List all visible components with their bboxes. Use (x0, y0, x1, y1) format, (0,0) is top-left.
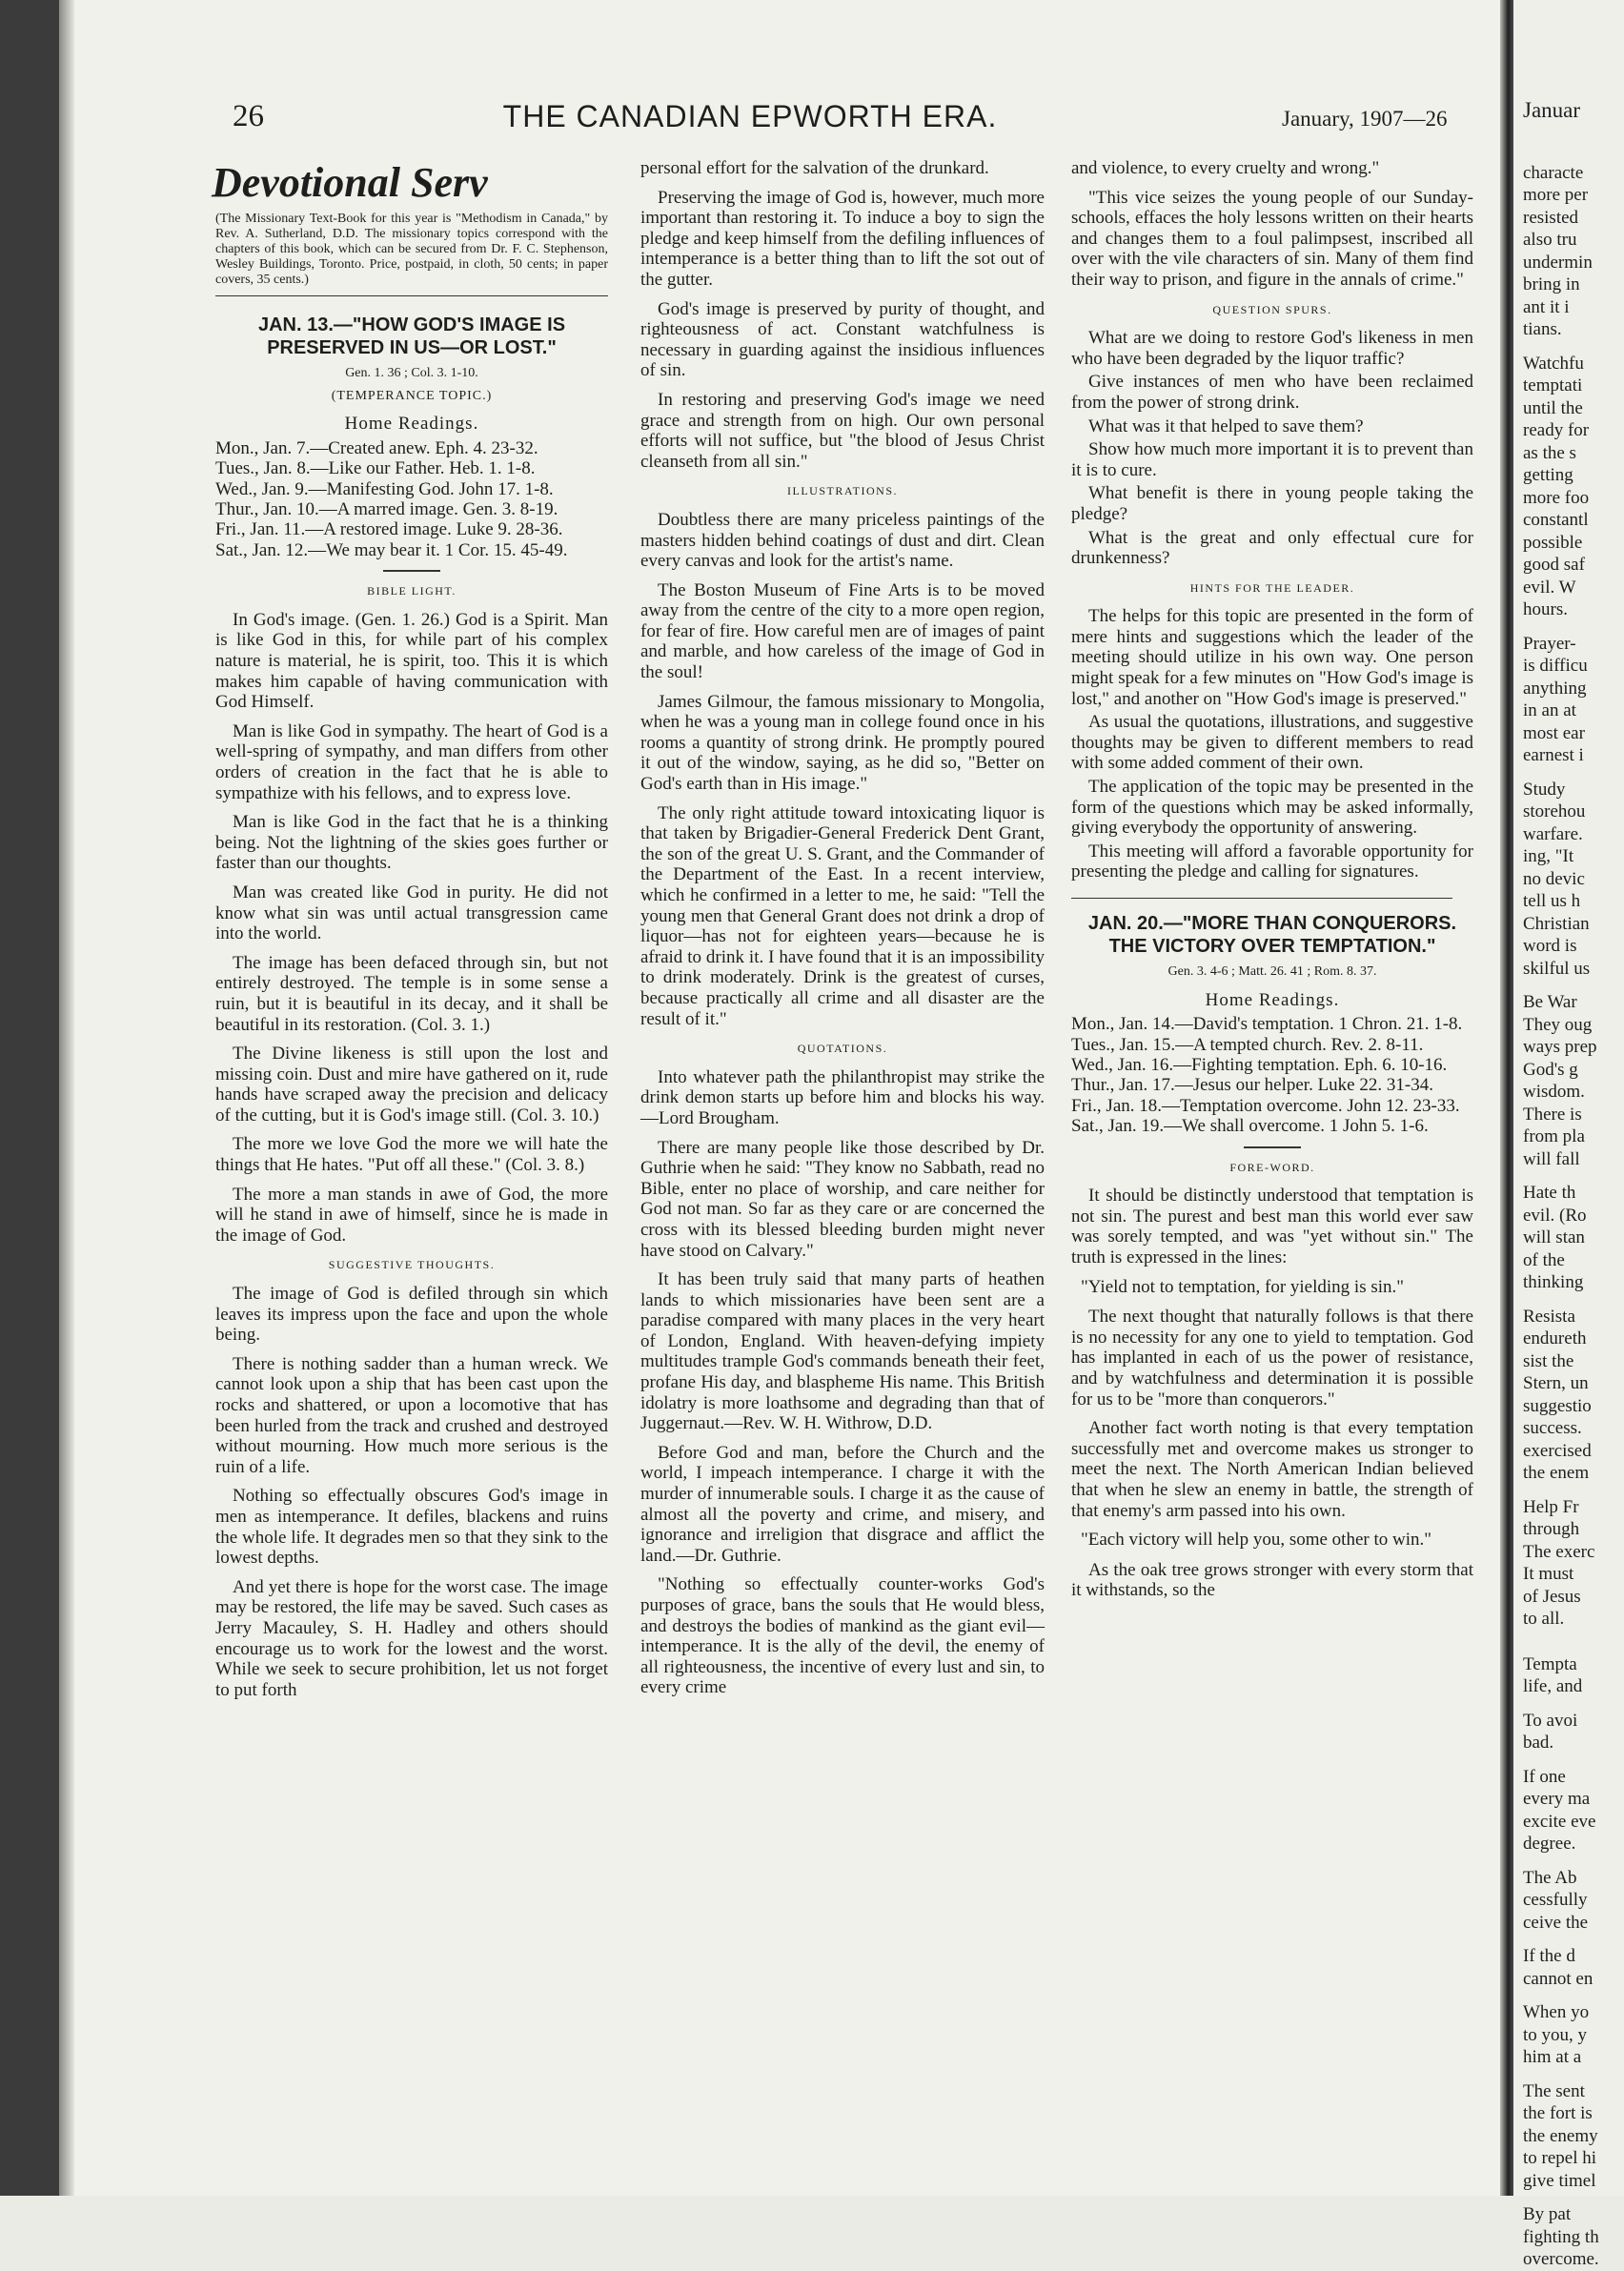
paragraph: The image has been defaced through sin, but not entirely destroyed. The temple is in some sense a ruin, but it is beautiful in its decay, and it shall be beautiful in its restoration. (Col. 3. 1.) (215, 952, 608, 1035)
illustrations-heading: ILLUSTRATIONS. (787, 484, 898, 498)
adjacent-page-line: It must (1523, 1564, 1574, 1584)
foreword-heading: FORE-WORD. (1229, 1160, 1315, 1174)
paragraph: "This vice seizes the young people of our Sunday-schools, effaces the holy lessons written on their hearts and changes them to a foul palimpsest, inscribed all over with the vile characters of sin. Many of them find their way to prison, and figure in the annals of crime." (1071, 187, 1473, 290)
adjacent-page-line: is difficu (1523, 656, 1588, 676)
question-item: Give instances of men who have been reclaimed from the power of strong drink. (1071, 372, 1473, 413)
adjacent-page-line: Help Fr (1523, 1496, 1579, 1517)
adjacent-page-line: temptati (1523, 375, 1583, 395)
adjacent-page-line: The exerc (1523, 1541, 1595, 1562)
adjacent-page-line: in an at (1523, 700, 1576, 720)
adjacent-page-line (1523, 1642, 1599, 1653)
reading-item: Sat., Jan. 19.—We shall overcome. 1 John 5. 1-6. (1071, 1116, 1429, 1137)
adjacent-page-line (1523, 341, 1599, 353)
divider (1244, 1146, 1301, 1148)
adjacent-page-line: success. (1523, 1418, 1582, 1438)
paragraph: The only right attitude toward intoxicating liquor is that taken by Brigadier-General Frederick Dent Grant, the son of the great U. S. Grant, and the Commander of the Department of the East. In a recent interview, which he confirmed in a letter to me, he said: "Tell the young men that General Grant does not drink a drop of liquor—has not for eighteen years—because he is afraid to drink it. I have found that it is an impossibility to drink moderately. Drink is the greatest of curses, because practically all crime and all disaster are the result of it." (640, 802, 1045, 1029)
paragraph: and violence, to every cruelty and wrong." (1071, 158, 1380, 178)
adjacent-page-line (1523, 1294, 1599, 1306)
adjacent-page-line (1523, 767, 1599, 779)
paragraph: And yet there is hope for the worst case. The image may be restored, the life may be saved. Such cases as Jerry Macauley, S. H. Hadley and others should encourage us to work for the lowest and the worst. While we seek to secure prohibition, let us not forget to put forth (215, 1576, 608, 1700)
topic-references: Gen. 3. 4-6 ; Matt. 26. 41 ; Rom. 8. 37. (1167, 964, 1377, 979)
paragraph: As usual the quotations, illustrations, and suggestive thoughts may be given to different members to read with some added comment of their own. (1071, 712, 1473, 774)
paragraph: God's image is preserved by purity of thought, and righteousness of act. Constant watchfulness is necessary in guarding against the insidious influences of sin. (640, 298, 1045, 381)
paragraph: It should be distinctly understood that temptation is not sin. The purest and best man this world ever saw was sorely tempted, and was "yet without sin." The truth is expressed in the lines: (1071, 1186, 1473, 1267)
paragraph: Doubtless there are many priceless paintings of the masters hidden behind coatings of dust and dirt. Clean every canvas and look for the artist's name. (640, 509, 1045, 572)
adjacent-page-line: no devic (1523, 868, 1585, 889)
adjacent-page-line: ing, "It (1523, 846, 1574, 866)
reading-item: Fri., Jan. 18.—Temptation overcome. John 12. 23-33. (1071, 1095, 1460, 1116)
adjacent-page-line: hours. (1523, 599, 1568, 619)
topic-references: Gen. 1. 36 ; Col. 3. 1-10. (345, 366, 478, 380)
adjacent-page-line (1523, 1698, 1599, 1710)
question-item: What is the great and only effectual cure for drunkenness? (1071, 527, 1473, 569)
adjacent-page-line: ceive the (1523, 1912, 1589, 1933)
adjacent-page-line: more foo (1523, 487, 1590, 508)
issue-date: January, 1907—26 (1282, 107, 1448, 131)
adjacent-page-line: will fall (1523, 1148, 1580, 1169)
reading-item: Mon., Jan. 14.—David's temptation. 1 Chron. 21. 1-8. (1071, 1014, 1463, 1035)
adjacent-page-line: resisted (1523, 207, 1579, 228)
adjacent-page-line: to all. (1523, 1609, 1565, 1629)
paragraph: This meeting will afford a favorable opportunity for presenting the pledge and calling for signatures. (1071, 841, 1473, 882)
topic-title: JAN. 20.—"MORE THAN CONQUERORS. THE VICTORY OVER TEMPTATION." (1087, 913, 1457, 957)
adjacent-page-line: sist the (1523, 1350, 1574, 1371)
reading-item: Tues., Jan. 15.—A tempted church. Rev. 2. 8-11. (1071, 1034, 1424, 1055)
adjacent-page-line: the enemy (1523, 2125, 1598, 2146)
adjacent-page-line: good saf (1523, 555, 1585, 575)
intro-note: (The Missionary Text-Book for this year is "Methodism in Canada," by Rev. A. Sutherland, D.D. The missionary topics correspond with the chapters of this book, which can be secured from Dr. F. C. Stephenson, Wesley Buildings, Toronto. Price, postpaid, in cloth, 50 cents; in paper covers, 35 cents.) (215, 212, 608, 287)
adjacent-page-line: word is (1523, 936, 1577, 956)
adjacent-page-line: Christian (1523, 913, 1590, 934)
adjacent-page-line (1523, 1170, 1599, 1182)
paragraph: The next thought that naturally follows is that there is no necessity for any one to yield to temptation. God has implanted in each of us the power of resistance, and by watchfulness and determination it is possible for us to be "more than conquerors." (1071, 1307, 1473, 1409)
adjacent-page-line: the fort is (1523, 2103, 1593, 2123)
quotations-heading: QUOTATIONS. (797, 1042, 888, 1056)
home-readings-heading: Home Readings. (1205, 989, 1340, 1010)
question-item: Show how much more important it is to prevent than it is to cure. (1071, 439, 1473, 480)
column-3 (1071, 158, 1473, 1610)
paragraph: It has been truly said that many parts of heathen lands to which missionaries have been sent are a paradise compared with many places in the very heart of London, England. With heaven-defying impiety multitudes trample God's commands beneath their feet, profane His day, and blaspheme His name. This British idolatry is more loathsome and degrading than that of Juggernaut.—Rev. W. H. Withrow, D.D. (640, 1269, 1045, 1434)
paragraph: In God's image. (Gen. 1. 26.) God is a Spirit. Man is like God in this, for while part of his complex nature is material, he is spirit, too. This it is which makes him capable of having communication with God Himself. (215, 609, 608, 713)
adjacent-page-line: Be War (1523, 992, 1577, 1012)
page-number: 26 (233, 99, 264, 133)
paragraph: Man is like God in the fact that he is a thinking being. Not the lightning of the skies goes further or faster than our thoughts. (215, 812, 608, 874)
paragraph: James Gilmour, the famous missionary to Mongolia, when he was a young man in college found once in his rooms a quantity of strong drink. He promptly poured it out of the window, saying, as he did so, "Better on God's earth than in His image." (640, 691, 1045, 795)
question-item: What was it that helped to save them? (1088, 416, 1364, 436)
paragraph: The Divine likeness is still upon the lost and missing coin. Dust and mire have gathered on it, rude hands have scraped away the precision and delicacy of the cutting, but it is God's image still. (Col. 3. 10.) (215, 1044, 608, 1125)
paragraph: The more we love God the more we will hate the things that He hates. "Put off all these." (Col. 3. 8.) (215, 1134, 608, 1176)
adjacent-page-line: Januar (1523, 98, 1581, 122)
hints-heading: HINTS FOR THE LEADER. (1189, 580, 1355, 595)
adjacent-page-line: earnest i (1523, 745, 1584, 765)
adjacent-page-line: also tru (1523, 230, 1577, 250)
question-item: What are we doing to restore God's likeness in men who have been degraded by the liquor traffic? (1071, 328, 1473, 369)
adjacent-page-line: more per (1523, 185, 1589, 205)
paragraph: The more a man stands in awe of God, the more will he stand in awe of himself, since he is made in the image of God. (215, 1184, 608, 1246)
adjacent-page-line (1523, 2069, 1599, 2080)
adjacent-page-line: degree. (1523, 1834, 1576, 1854)
adjacent-page-line: overcome. (1523, 2249, 1599, 2269)
adjacent-page-line: will stan (1523, 1227, 1585, 1247)
adjacent-page-line: the enem (1523, 1463, 1590, 1483)
reading-item: Wed., Jan. 16.—Fighting temptation. Eph. 6. 10-16. (1071, 1055, 1448, 1075)
adjacent-page-line: anything (1523, 678, 1587, 699)
reading-item: Sat., Jan. 12.—We may bear it. 1 Cor. 15. 45-49. (215, 539, 568, 560)
adjacent-page-line: storehou (1523, 801, 1586, 821)
adjacent-page-line (1523, 1855, 1599, 1867)
page-gutter (1500, 0, 1513, 2196)
adjacent-page-fragment (1513, 0, 1624, 2269)
adjacent-page-line: constantl (1523, 510, 1589, 530)
section-heading: Devotional Serv (212, 159, 488, 206)
adjacent-page-line: If the d (1523, 1946, 1575, 1966)
adjacent-page-line: him at a (1523, 2047, 1582, 2067)
adjacent-page-line: exercised (1523, 1440, 1592, 1461)
adjacent-page-line: Resista (1523, 1306, 1575, 1327)
divider (215, 295, 608, 296)
adjacent-page-line: If one (1523, 1766, 1566, 1787)
adjacent-page-line (1523, 1934, 1599, 1945)
adjacent-page-line: tians. (1523, 319, 1562, 339)
adjacent-page-line: wisdom. (1523, 1082, 1585, 1102)
home-readings-list (1071, 1014, 1473, 1136)
verse-quote: "Each victory will help you, some other to win." (1081, 1530, 1431, 1551)
adjacent-page-line: The Ab (1523, 1867, 1577, 1888)
divider (1071, 898, 1452, 899)
adjacent-page-line: possible (1523, 532, 1583, 553)
adjacent-page-line: bring in (1523, 274, 1580, 294)
adjacent-page-line: ant it i (1523, 296, 1570, 317)
adjacent-page-line: tell us h (1523, 891, 1581, 911)
topic-note: (TEMPERANCE TOPIC.) (331, 388, 493, 403)
paragraph: The application of the topic may be presented in the form of the questions which may be asked informally, giving everybody the opportunity of answering. (1071, 777, 1473, 839)
adjacent-page-line: Tempta (1523, 1653, 1577, 1674)
adjacent-page-line: ready for (1523, 420, 1590, 440)
adjacent-page-line (1523, 980, 1599, 991)
adjacent-page-text (1523, 99, 1599, 2271)
reading-item: Tues., Jan. 8.—Like our Father. Heb. 1. 1-8. (215, 458, 536, 479)
adjacent-page-line: to repel hi (1523, 2148, 1597, 2168)
paragraph: personal effort for the salvation of the drunkard. (640, 158, 989, 178)
adjacent-page-line (1523, 2192, 1599, 2203)
adjacent-page-line: ways prep (1523, 1037, 1597, 1057)
adjacent-page-line (1523, 1631, 1599, 1642)
paragraph: Man was created like God in purity. He did not know what sin was until actual transgression came into the world. (215, 882, 608, 944)
paragraph: Preserving the image of God is, however, much more important than restoring it. To induce a boy to sign the pledge and keep himself from the defiling influences of intemperance is a better thing than to lift the sot out of the gutter. (640, 187, 1045, 290)
home-readings-list (215, 438, 608, 560)
adjacent-page-line: warfare. (1523, 823, 1583, 844)
paragraph: In restoring and preserving God's image we need grace and strength from on high. Our own personal efforts will not suffice, but "the blood of Jesus Christ cleanseth from all sin." (640, 389, 1045, 472)
paragraph: Before God and man, before the Church and the world, I impeach intemperance. I charge it with the murder of innumerable souls. I charge it as the cause of almost all the poverty and crime, and misery, and ignorance and irreligion that disgrace and afflict the land.—Dr. Guthrie. (640, 1442, 1045, 1566)
reading-item: Wed., Jan. 9.—Manifesting God. John 17. 1-8. (215, 478, 554, 499)
adjacent-page-line: from pla (1523, 1126, 1585, 1146)
adjacent-page-line: The sent (1523, 2080, 1585, 2101)
reading-item: Thur., Jan. 17.—Jesus our helper. Luke 22. 31-34. (1071, 1075, 1433, 1096)
verse-quote: "Yield not to temptation, for yielding is sin." (1081, 1276, 1405, 1297)
adjacent-page-line: of the (1523, 1249, 1565, 1270)
scan-left-border (0, 0, 59, 2196)
adjacent-page-line: through (1523, 1519, 1580, 1539)
paragraph: Into whatever path the philanthropist may strike the drink demon starts up before him and blocks his way.—Lord Brougham. (640, 1066, 1045, 1128)
suggestive-thoughts-heading: SUGGESTIVE THOUGHTS. (328, 1258, 496, 1272)
adjacent-page-line: Study (1523, 779, 1566, 800)
adjacent-page-line: To avoi (1523, 1710, 1578, 1731)
paragraph: As the oak tree grows stronger with every storm that it withstands, so the (1071, 1559, 1473, 1601)
adjacent-page-line: thinking (1523, 1272, 1584, 1292)
adjacent-page-line: characte (1523, 162, 1584, 183)
adjacent-page-line: God's g (1523, 1059, 1578, 1080)
adjacent-page-line: life, and (1523, 1676, 1583, 1696)
adjacent-page-line: to you, y (1523, 2024, 1588, 2045)
paragraph: There is nothing sadder than a human wreck. We cannot look upon a ship that has been cast upon the rocks and shattered, or upon a locomotive that has been hurled from the track and crushed and destroyed without mourning. How much more serious is the ruin of a life. (215, 1353, 608, 1477)
paragraph: "Nothing so effectually counter-works God's purposes of grace, bans the souls that He would bless, and destroys the bodies of mankind as the giant evil—intemperance. It is the ally of the devil, the enemy of all righteousness, the incentive of every lust and sin, to every crime (640, 1574, 1045, 1698)
divider (383, 570, 440, 572)
paragraph: Another fact worth noting is that every temptation successfully met and overcome makes us stronger to meet the next. The North American Indian believed that when he slew an enemy in battle, the strength of that enemy's arm passed into his own. (1071, 1418, 1473, 1521)
reading-item: Fri., Jan. 11.—A restored image. Luke 9. 28-36. (215, 519, 563, 540)
adjacent-page-line: cannot en (1523, 1968, 1594, 1989)
paragraph: Man is like God in sympathy. The heart of God is a well-spring of sympathy, and man differs from other orders of creation in the fact that he is able to sympathize with his fellows, and to express love. (215, 720, 608, 803)
reading-item: Thur., Jan. 10.—A marred image. Gen. 3. 8-19. (215, 499, 558, 519)
adjacent-page-line: Hate th (1523, 1183, 1576, 1203)
paragraph: The image of God is defiled through sin which leaves its impress upon the face and upon the whole being. (215, 1284, 608, 1346)
adjacent-page-line: as the s (1523, 442, 1576, 463)
adjacent-page-line: excite eve (1523, 1811, 1596, 1832)
adjacent-page-line: undermin (1523, 252, 1593, 273)
adjacent-page-line: By pat (1523, 2204, 1572, 2224)
adjacent-page-line (1523, 1990, 1599, 2001)
adjacent-page-line: of Jesus (1523, 1586, 1581, 1607)
question-item: What benefit is there in young people taking the pledge? (1071, 483, 1473, 524)
paragraph: There are many people like those described by Dr. Guthrie when he said: "They know no Sabbath, read no Bible, enter no place of worship, and care neither for God not man. So far as they care or are concerned the cross with its blessed bleeding burden might never have stood on Calvary." (640, 1137, 1045, 1261)
adjacent-page-line: There is (1523, 1104, 1582, 1125)
adjacent-page-line: getting (1523, 465, 1573, 485)
adjacent-page-line: skilful us (1523, 958, 1591, 979)
adjacent-page-line: until the (1523, 397, 1583, 418)
adjacent-page-line: suggestio (1523, 1395, 1592, 1416)
topic-title: JAN. 13.—"HOW GOD'S IMAGE IS PRESERVED IN US—OR LOST." (257, 314, 566, 358)
adjacent-page-line: Prayer- (1523, 633, 1576, 654)
adjacent-page-line (1523, 621, 1599, 633)
adjacent-page-line (1523, 1485, 1599, 1496)
adjacent-page-line: They oug (1523, 1014, 1593, 1035)
paragraph: The helps for this topic are presented in the form of mere hints and suggestions which the leader of the meeting should utilize in his own way. One person might speak for a few minutes on "How God's image is lost," and another on "How God's image is preserved." (1071, 606, 1473, 709)
adjacent-page-line: Watchfu (1523, 353, 1584, 374)
adjacent-page-line: evil. W (1523, 577, 1576, 598)
column-1 (212, 158, 608, 1709)
page-left-edge-shadow (59, 0, 74, 2196)
adjacent-page-line: most ear (1523, 722, 1585, 743)
adjacent-page-line: cessfully (1523, 1890, 1588, 1910)
adjacent-page-line: endureth (1523, 1328, 1587, 1348)
adjacent-page-line: every ma (1523, 1789, 1591, 1809)
reading-item: Mon., Jan. 7.—Created anew. Eph. 4. 23-32. (215, 437, 538, 458)
column-2 (640, 158, 1045, 1707)
magazine-title: THE CANADIAN EPWORTH ERA. (502, 99, 998, 133)
home-readings-heading: Home Readings. (344, 414, 479, 435)
adjacent-page-line: bad. (1523, 1733, 1554, 1753)
paragraph: Nothing so effectually obscures God's image in men as intemperance. It defiles, blackens and ruins the whole life. It degrades men so that they sink to the lowest depths. (215, 1486, 608, 1569)
adjacent-page-line: fighting th (1523, 2226, 1599, 2247)
adjacent-page-line: Stern, un (1523, 1373, 1589, 1393)
bible-light-heading: BIBLE LIGHT. (367, 584, 457, 598)
adjacent-page-line: give timel (1523, 2170, 1596, 2191)
adjacent-page-line (1523, 1754, 1599, 1766)
adjacent-page-line: evil. (Ro (1523, 1205, 1587, 1226)
adjacent-page-line: When yo (1523, 2002, 1590, 2022)
paragraph: The Boston Museum of Fine Arts is to be moved away from the centre of the city to a more open region, for fear of fire. How careful men are of images of paint and marble, and how careless of the image of God in the soul! (640, 579, 1045, 683)
question-spurs-heading: QUESTION SPURS. (1212, 302, 1332, 316)
